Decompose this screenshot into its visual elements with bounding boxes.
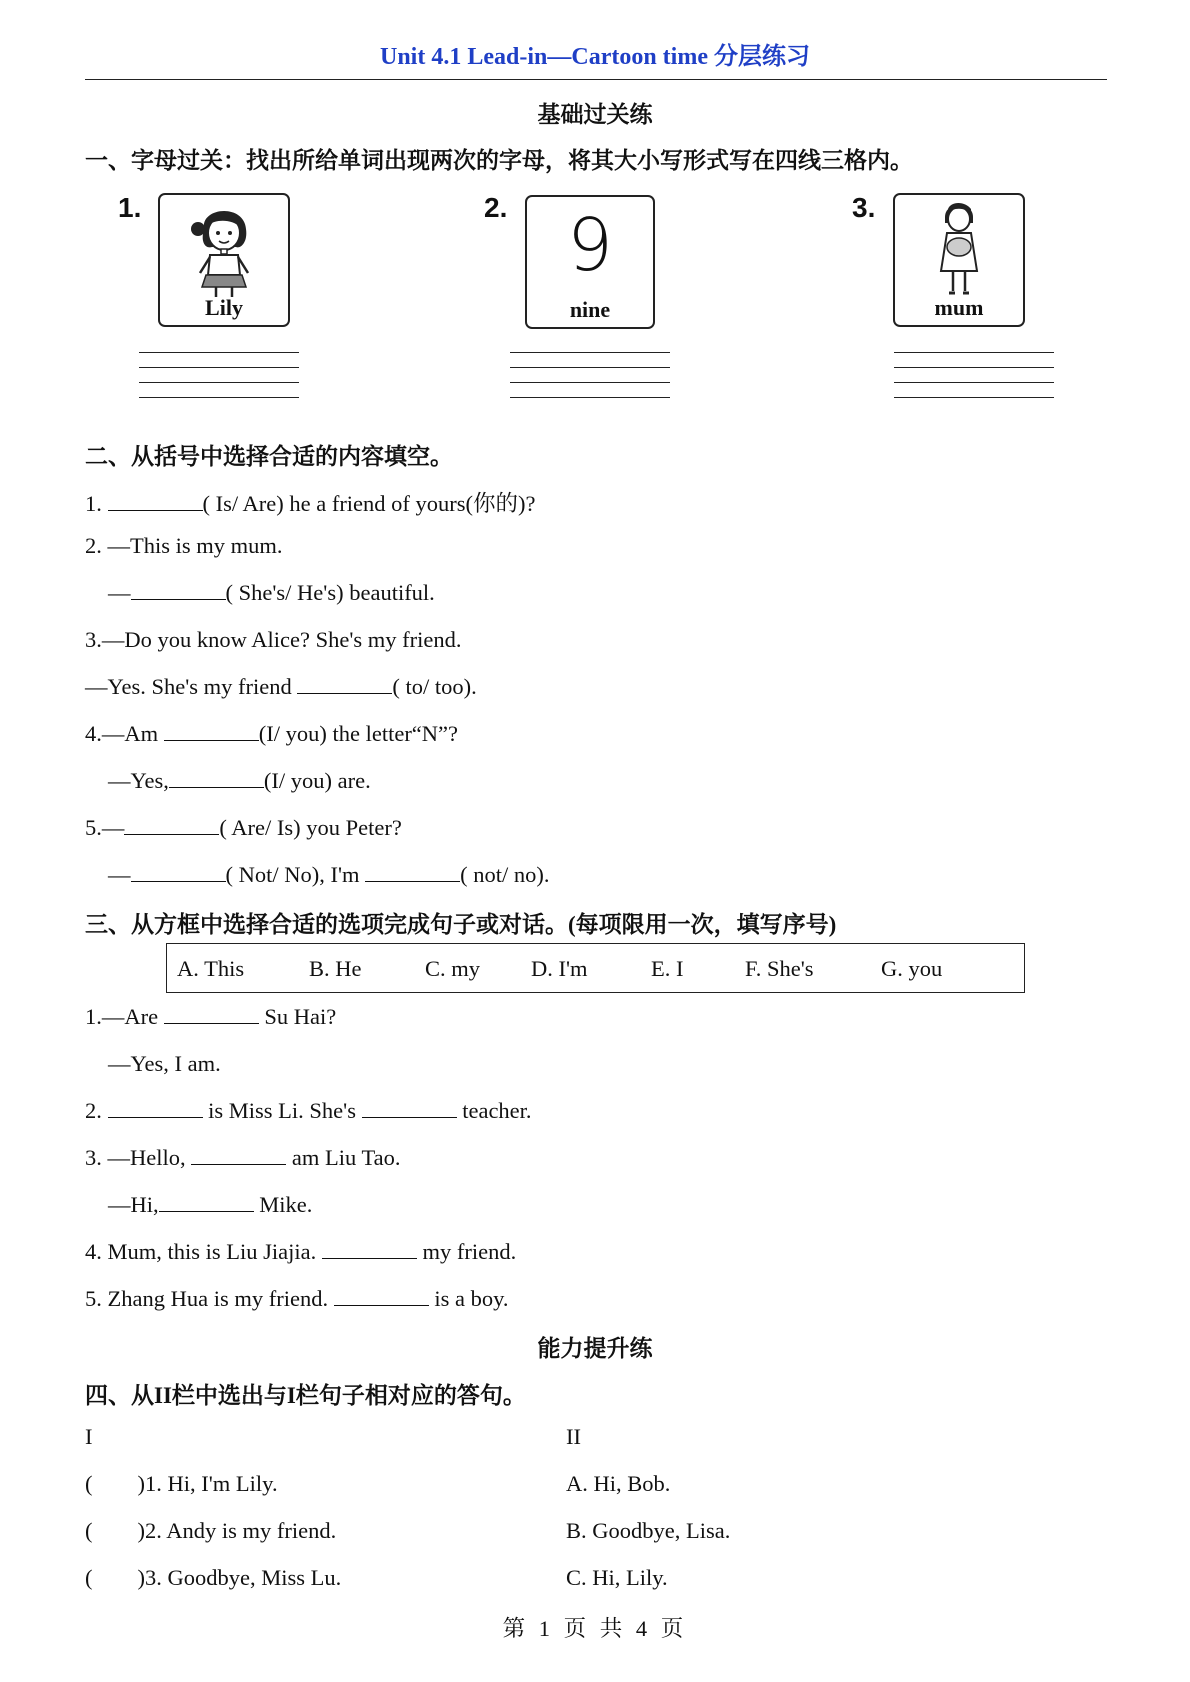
options-box [166,943,1025,993]
answer-blank[interactable] [297,675,392,694]
answer-blank[interactable] [131,863,226,882]
page-footer: 第 1 页 共 4 页 [502,1616,688,1641]
answer-blank[interactable] [108,1099,203,1118]
option-g: G. you [881,956,943,981]
q1-fourline-2[interactable] [510,352,670,412]
q1-item2-number: 2. [484,192,508,223]
q1-fourline-3[interactable] [894,352,1054,412]
q1-card-mum [893,193,1025,327]
q4-right-3: C. Hi, Lily. [566,1565,668,1590]
option-b: B. He [309,956,362,981]
option-c: C. my [425,956,481,981]
header-divider [85,79,1107,80]
answer-blank[interactable] [334,1287,429,1306]
q4-col1-header: I [85,1424,93,1449]
q3-line-4: 3. —Hello, am Liu Tao. [85,1145,401,1170]
answer-blank[interactable] [164,722,259,741]
answer-blank[interactable] [169,769,264,788]
q1-card-lily [158,193,290,327]
q1-item1-number: 1. [118,192,142,223]
q1-item3-number: 3. [852,192,876,223]
option-e: E. I [651,956,684,981]
option-d: D. I'm [531,956,588,981]
answer-blank[interactable] [124,816,219,835]
answer-blank[interactable] [365,863,460,882]
q1-card-nine [525,195,655,329]
answer-blank[interactable] [159,1193,254,1212]
q2-line-9: — ( Not/ No), I'm ( not/ no). [108,862,550,887]
answer-blank[interactable] [362,1099,457,1118]
page-title: Unit 4.1 Lead-in—Cartoon time 分层练习 [380,44,810,70]
q3-line-2: —Yes, I am. [108,1051,221,1076]
q1-word-lily: Lily [205,295,243,320]
section-advanced-title: 能力提升练 [537,1336,653,1361]
q2-line-6: 4.—Am (I/ you) the letter“N”? [85,721,459,746]
q4-col2-header: II [566,1424,581,1449]
q4-left-3: ( )3. Goodbye, Miss Lu. [85,1565,342,1590]
q2-line-3: — ( She's/ He's) beautiful. [108,580,435,605]
q4-heading: 四、从II栏中选出与I栏句子相对应的答句。 [85,1383,526,1408]
answer-blank[interactable] [191,1146,286,1165]
option-a: A. This [177,956,245,981]
q2-heading: 二、从括号中选择合适的内容填空。 [85,444,453,469]
q4-right-2: B. Goodbye, Lisa. [566,1518,731,1543]
section-basic-title: 基础过关练 [537,102,653,127]
q2-line-7: —Yes, (I/ you) are. [108,768,371,793]
answer-blank[interactable] [131,581,226,600]
q2-line-1: 1. ( Is/ Are) he a friend of yours(你的)? [85,491,536,516]
q2-line-5: —Yes. She's my friend ( to/ too). [85,674,477,699]
q1-word-nine: nine [569,297,611,322]
q3-line-5: —Hi, Mike. [108,1192,313,1217]
answer-blank[interactable] [164,1005,259,1024]
q4-left-1: ( )1. Hi, I'm Lily. [85,1471,278,1496]
woman-icon [895,197,1023,297]
number-nine-icon: 9 [567,203,613,287]
q3-line-7: 5. Zhang Hua is my friend. is a boy. [85,1286,509,1311]
q3-line-3: 2. is Miss Li. She's teacher. [85,1098,532,1123]
girl-icon [160,199,288,299]
q4-left-2: ( )2. Andy is my friend. [85,1518,337,1543]
q1-fourline-1[interactable] [139,352,299,412]
q2-line-4: 3.—Do you know Alice? She's my friend. [85,627,462,652]
q2-line-2: 2. —This is my mum. [85,533,283,558]
q3-line-6: 4. Mum, this is Liu Jiajia. my friend. [85,1239,517,1264]
q3-line-1: 1.—Are Su Hai? [85,1004,337,1029]
answer-blank[interactable] [322,1240,417,1259]
q4-right-1: A. Hi, Bob. [566,1471,671,1496]
option-f: F. She's [745,956,814,981]
q1-word-mum: mum [934,295,984,320]
answer-blank[interactable] [108,492,203,511]
q2-line-8: 5.— ( Are/ Is) you Peter? [85,815,402,840]
q3-heading: 三、从方框中选择合适的选项完成句子或对话。(每项限用一次，填写序号) [85,912,837,937]
q1-heading: 一、字母过关：找出所给单词出现两次的字母，将其大小写形式写在四线三格内。 [85,148,913,173]
